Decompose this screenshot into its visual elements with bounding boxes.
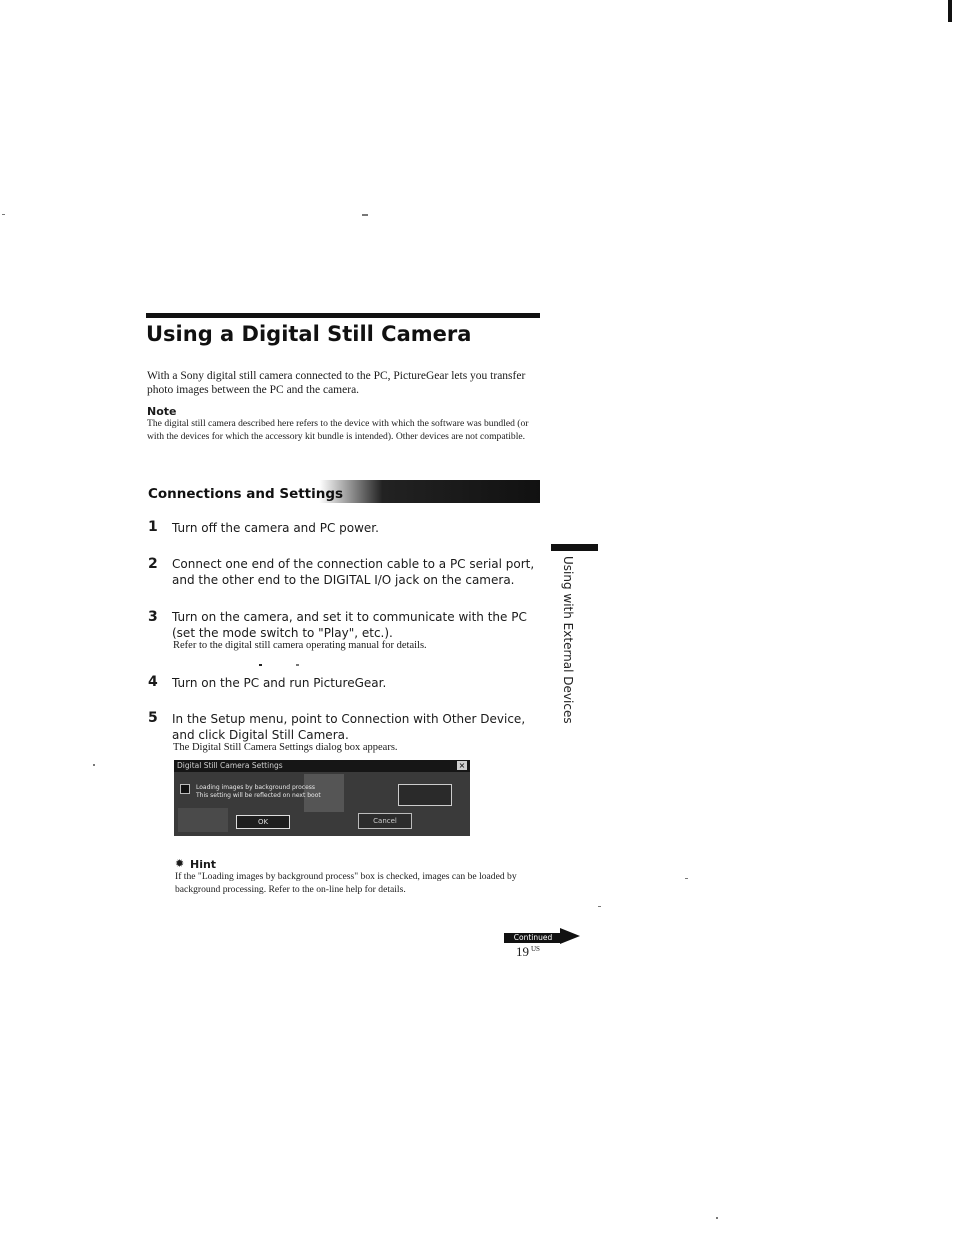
step-number: 3 [148, 609, 158, 625]
step-subtext: Refer to the digital still camera operating manual for details. [173, 640, 427, 651]
dialog-panel [398, 784, 452, 806]
dialog-note: This setting will be reflected on next boot [196, 792, 321, 799]
step-text: In the Setup menu, point to Connection with Other Device, and click Digital Still Camera. [172, 712, 526, 742]
section-heading: Connections and Settings [148, 486, 344, 502]
lightbulb-icon: ✹ [175, 857, 185, 870]
dialog-title: Digital Still Camera Settings [177, 761, 283, 770]
step-number: 2 [148, 556, 158, 572]
scan-noise [178, 808, 228, 832]
page-title: Using a Digital Still Camera [146, 322, 472, 346]
title-rule [146, 313, 540, 318]
ok-button[interactable]: OK [236, 815, 290, 829]
background-loading-checkbox[interactable] [180, 784, 190, 794]
scan-speck [716, 1217, 718, 1219]
hint-text: If the "Loading images by background process" box is checked, images can be loaded by background processing. Refer to the on-line help for details. [175, 871, 517, 895]
cancel-button[interactable]: Cancel [358, 813, 412, 829]
scan-mark [948, 0, 952, 22]
step-number: 1 [148, 519, 158, 535]
hint-heading: Hint [190, 858, 217, 871]
page-number-value: 19 [516, 944, 529, 959]
continued-label: Continued [504, 933, 562, 943]
scan-speck [93, 764, 95, 766]
page-number-suffix: US [531, 944, 540, 953]
intro-paragraph: With a Sony digital still camera connected to the PC, PictureGear lets you transfer photo images between the PC and the camera. [147, 370, 526, 396]
checkbox-label: Loading images by background process [196, 784, 316, 791]
note-heading: Note [147, 405, 177, 418]
page-number [516, 944, 540, 960]
scan-speck [259, 664, 262, 666]
scan-speck [296, 664, 299, 666]
step-text: Turn on the camera, and set it to communicate with the PC (set the mode switch to "Play", etc.). [172, 610, 527, 640]
note-text: The digital still camera described here refers to the device with which the software was bundled (or with the devices for which the accessory kit bundle is intended). Other devices are not compatible. [147, 418, 529, 442]
close-icon[interactable]: × [458, 761, 466, 770]
step-number: 5 [148, 710, 158, 726]
scan-speck [362, 214, 368, 216]
step-text: Turn on the PC and run PictureGear. [172, 676, 387, 690]
side-tab-bar [551, 544, 598, 551]
side-tab-label: Using with External Devices [561, 556, 575, 724]
scan-speck [685, 878, 688, 879]
arrow-right-icon [560, 928, 580, 944]
scan-speck [598, 906, 601, 907]
step-text: Turn off the camera and PC power. [172, 521, 379, 535]
step-number: 4 [148, 674, 158, 690]
scan-speck [2, 214, 5, 215]
step-subtext: The Digital Still Camera Settings dialog box appears. [173, 742, 398, 753]
settings-dialog-screenshot [174, 760, 470, 836]
step-text: Connect one end of the connection cable to a PC serial port, and the other end to the DIGITAL I/O jack on the camera. [172, 557, 535, 587]
dialog-titlebar [174, 760, 470, 772]
